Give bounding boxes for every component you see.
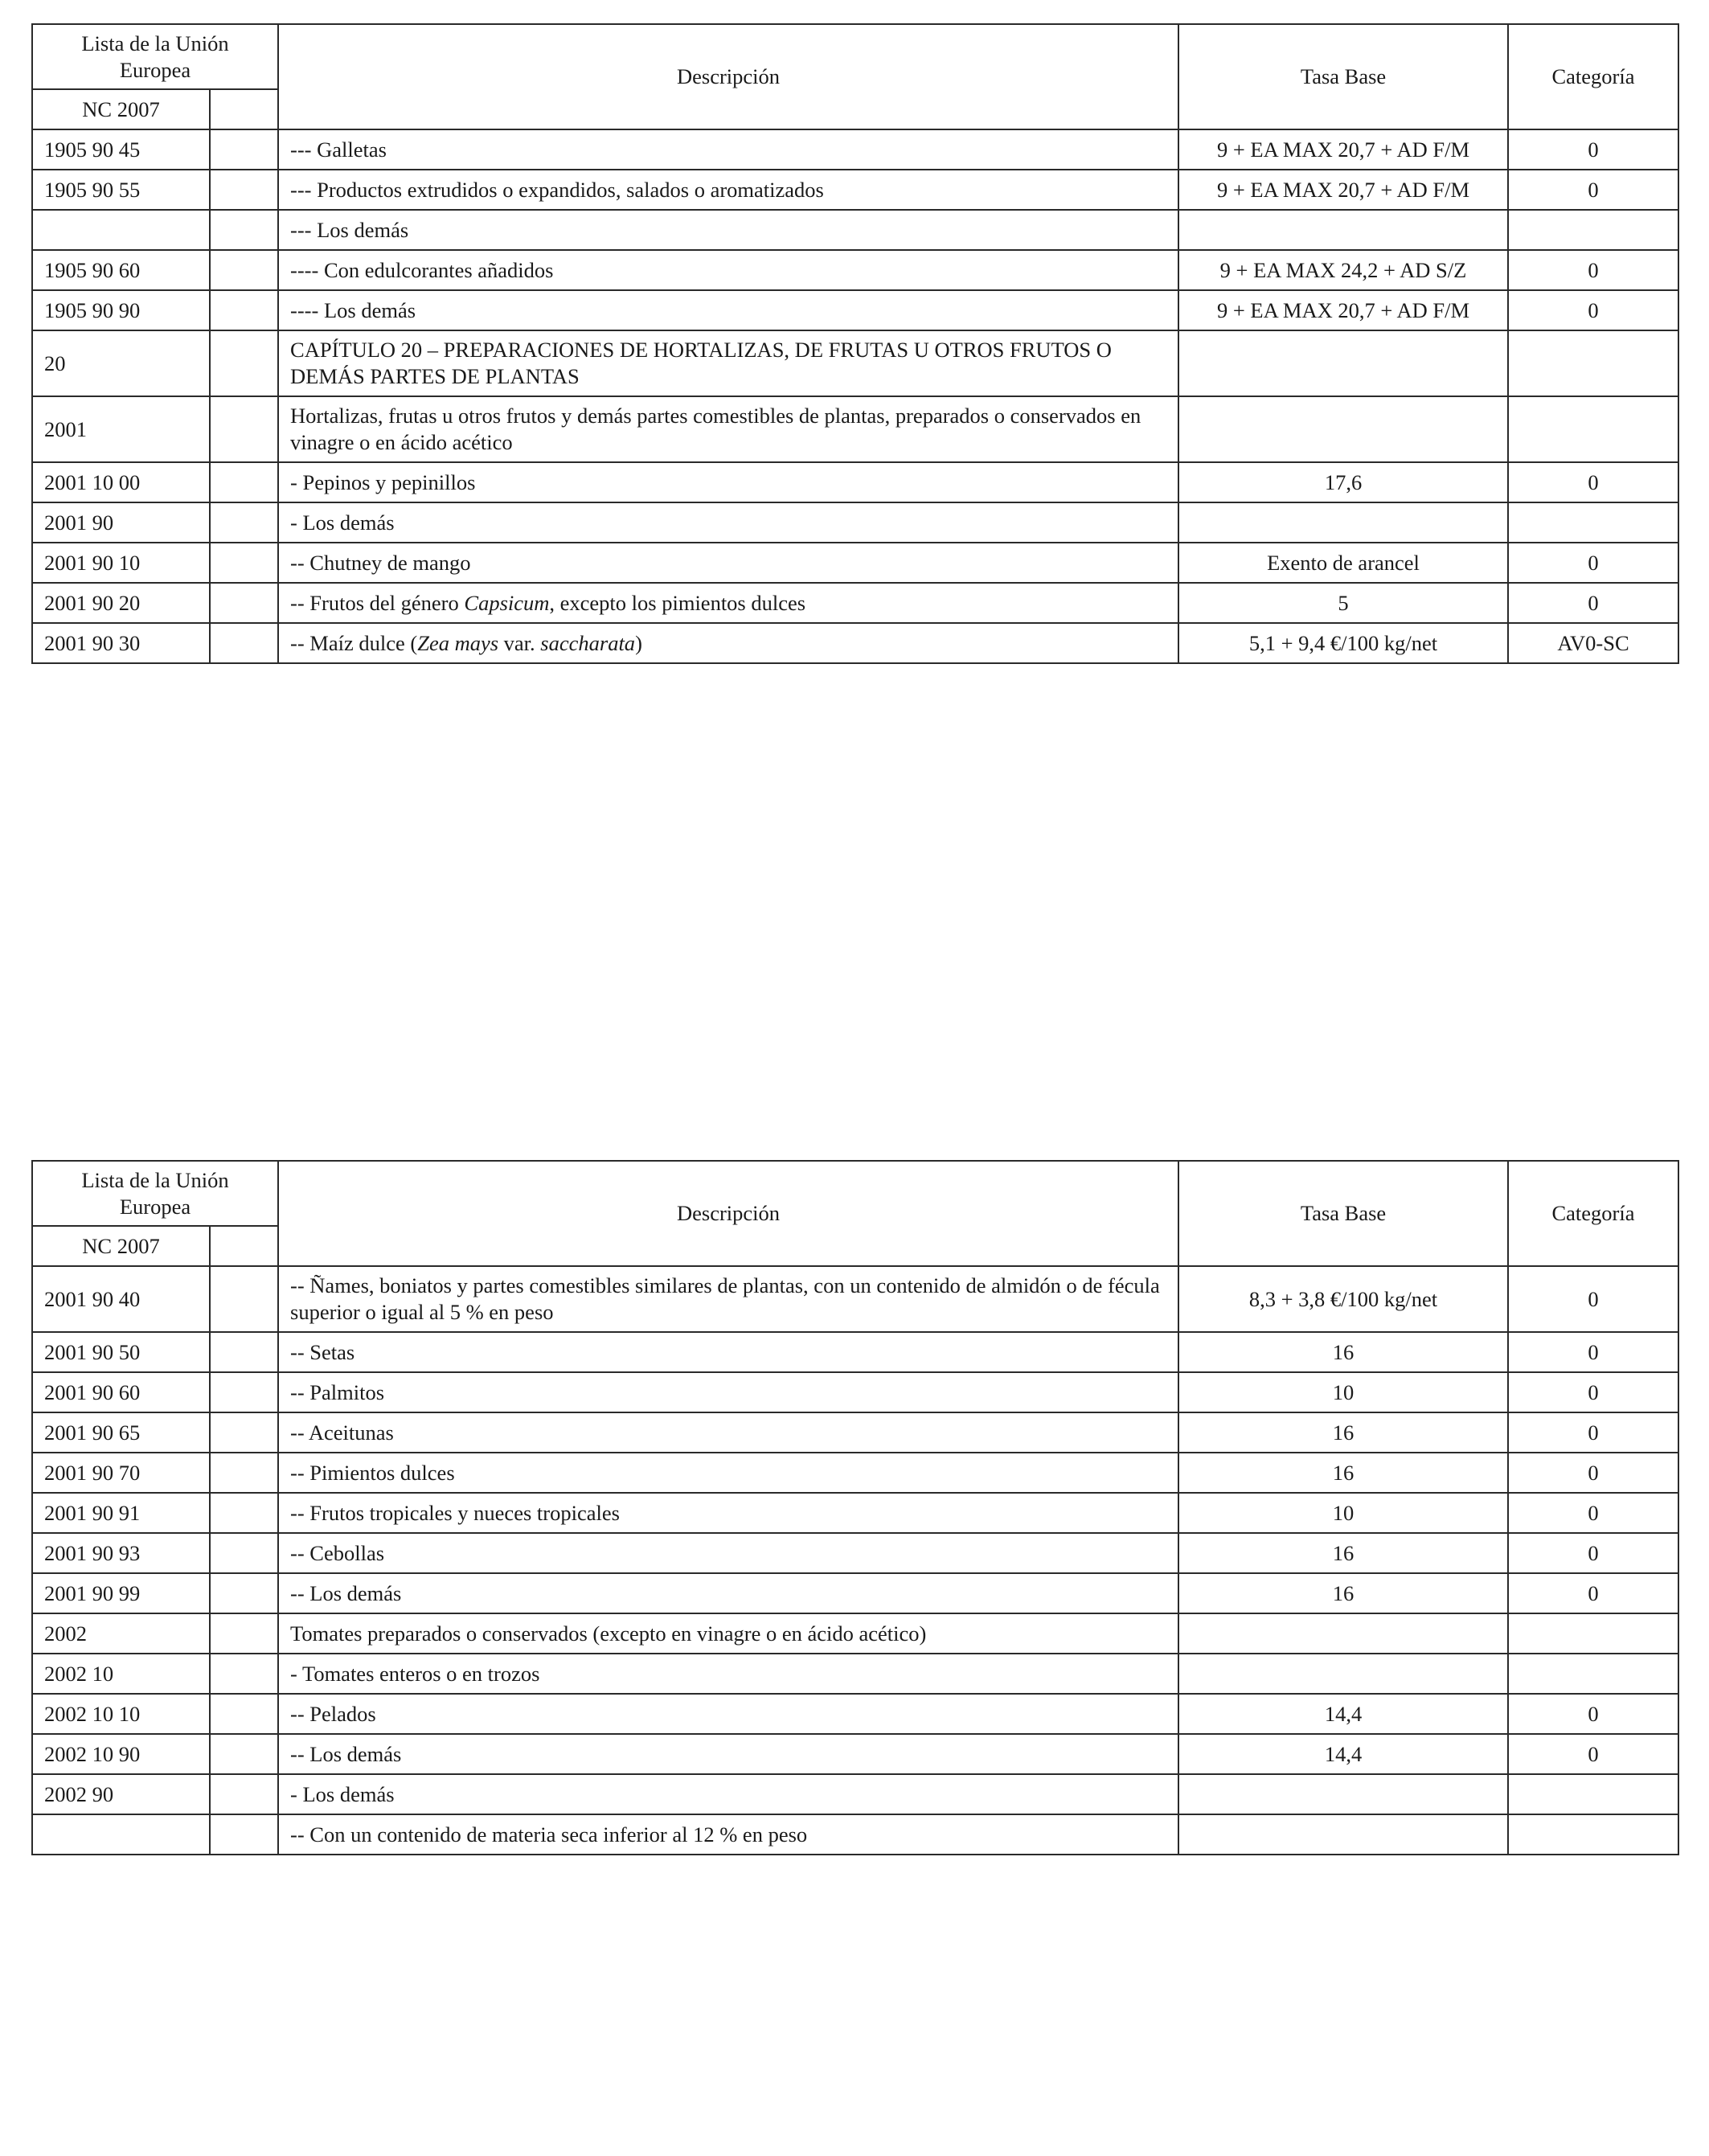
header-description: Descripción xyxy=(278,1161,1178,1266)
row-code: 2001 90 10 xyxy=(32,543,210,583)
row-category: 0 xyxy=(1508,543,1678,583)
row-sub xyxy=(210,502,278,543)
header-base-rate: Tasa Base xyxy=(1178,1161,1508,1266)
desc-italic-genus: Capsicum xyxy=(464,590,550,615)
row-sub xyxy=(210,210,278,250)
row-description xyxy=(278,623,1178,663)
table-row xyxy=(32,502,1678,543)
row-base-rate xyxy=(1178,1814,1508,1855)
row-sub xyxy=(210,1412,278,1453)
row-sub xyxy=(210,1613,278,1654)
row-category xyxy=(1508,502,1678,543)
desc-part: -- Maíz dulce ( xyxy=(290,630,418,655)
row-description: - Pepinos y pepinillos xyxy=(278,462,1178,502)
row-category: 0 xyxy=(1508,170,1678,210)
row-description: -- Ñames, boniatos y partes comestibles similares de plantas, con un contenido de almidón o de fécula superior o igual al 5 % en peso xyxy=(278,1266,1178,1332)
row-description: Hortalizas, frutas u otros frutos y demás partes comestibles de plantas, preparados o conservados en vinagre o en ácido acético xyxy=(278,396,1178,462)
row-category: 0 xyxy=(1508,1533,1678,1573)
row-sub xyxy=(210,543,278,583)
row-category: 0 xyxy=(1508,1332,1678,1372)
row-base-rate xyxy=(1178,502,1508,543)
row-sub xyxy=(210,290,278,330)
row-code: 1905 90 45 xyxy=(32,129,210,170)
row-base-rate xyxy=(1178,210,1508,250)
row-base-rate: 5 xyxy=(1178,583,1508,623)
table-row xyxy=(32,1814,1678,1855)
row-base-rate: 9 + EA MAX 24,2 + AD S/Z xyxy=(1178,250,1508,290)
table-row xyxy=(32,623,1678,663)
table-row xyxy=(32,290,1678,330)
row-code xyxy=(32,1814,210,1855)
desc-italic-variety: saccharata xyxy=(540,630,636,655)
row-base-rate xyxy=(1178,396,1508,462)
row-base-rate: 9 + EA MAX 20,7 + AD F/M xyxy=(1178,170,1508,210)
row-code: 2001 90 93 xyxy=(32,1533,210,1573)
row-description: -- Cebollas xyxy=(278,1533,1178,1573)
row-base-rate: 16 xyxy=(1178,1453,1508,1493)
row-description: -- Los demás xyxy=(278,1734,1178,1774)
table-row xyxy=(32,583,1678,623)
row-category: 0 xyxy=(1508,1453,1678,1493)
header-category: Categoría xyxy=(1508,24,1678,129)
row-category: 0 xyxy=(1508,583,1678,623)
row-sub xyxy=(210,129,278,170)
row-code: 2001 90 60 xyxy=(32,1372,210,1412)
table-row xyxy=(32,210,1678,250)
header-nc-2007: NC 2007 xyxy=(32,89,210,129)
row-sub xyxy=(210,1332,278,1372)
row-description: --- Productos extrudidos o expandidos, salados o aromatizados xyxy=(278,170,1178,210)
table-row xyxy=(32,1654,1678,1694)
tariff-table-2 xyxy=(31,1160,1679,1855)
row-sub xyxy=(210,1266,278,1332)
row-code: 2001 90 30 xyxy=(32,623,210,663)
row-code: 2002 10 90 xyxy=(32,1734,210,1774)
row-code: 2001 10 00 xyxy=(32,462,210,502)
header-category: Categoría xyxy=(1508,1161,1678,1266)
row-description: -- Palmitos xyxy=(278,1372,1178,1412)
row-base-rate: 16 xyxy=(1178,1412,1508,1453)
table-row xyxy=(32,1493,1678,1533)
row-sub xyxy=(210,1774,278,1814)
table-row xyxy=(32,129,1678,170)
row-code: 1905 90 55 xyxy=(32,170,210,210)
row-category xyxy=(1508,210,1678,250)
row-sub xyxy=(210,1453,278,1493)
row-category: 0 xyxy=(1508,129,1678,170)
row-category xyxy=(1508,1654,1678,1694)
row-description: -- Pimientos dulces xyxy=(278,1453,1178,1493)
header-empty-cell xyxy=(210,1226,278,1266)
table-row xyxy=(32,170,1678,210)
row-description: CAPÍTULO 20 – PREPARACIONES DE HORTALIZAS, DE FRUTAS U OTROS FRUTOS O DEMÁS PARTES DE PLANTAS xyxy=(278,330,1178,396)
row-category xyxy=(1508,1814,1678,1855)
row-base-rate: 10 xyxy=(1178,1493,1508,1533)
row-category: 0 xyxy=(1508,1493,1678,1533)
row-base-rate: 5,1 + 9,4 €/100 kg/net xyxy=(1178,623,1508,663)
header-base-rate: Tasa Base xyxy=(1178,24,1508,129)
row-code: 20 xyxy=(32,330,210,396)
table-row xyxy=(32,1734,1678,1774)
row-sub xyxy=(210,1694,278,1734)
table-row xyxy=(32,1573,1678,1613)
row-category: 0 xyxy=(1508,1694,1678,1734)
row-sub xyxy=(210,1654,278,1694)
row-description xyxy=(278,583,1178,623)
row-description: Tomates preparados o conservados (excepto en vinagre o en ácido acético) xyxy=(278,1613,1178,1654)
row-code: 2001 90 70 xyxy=(32,1453,210,1493)
header-description: Descripción xyxy=(278,24,1178,129)
row-description: ---- Con edulcorantes añadidos xyxy=(278,250,1178,290)
table-row xyxy=(32,250,1678,290)
header-empty-cell xyxy=(210,89,278,129)
row-description: -- Aceitunas xyxy=(278,1412,1178,1453)
row-description: --- Los demás xyxy=(278,210,1178,250)
table-row xyxy=(32,462,1678,502)
row-base-rate xyxy=(1178,1654,1508,1694)
row-code: 1905 90 60 xyxy=(32,250,210,290)
row-description: - Los demás xyxy=(278,502,1178,543)
row-category: 0 xyxy=(1508,1734,1678,1774)
row-base-rate xyxy=(1178,1774,1508,1814)
row-category: 0 xyxy=(1508,290,1678,330)
row-code: 2002 xyxy=(32,1613,210,1654)
row-sub xyxy=(210,1372,278,1412)
desc-part: ) xyxy=(635,630,642,655)
desc-italic-species: Zea mays xyxy=(417,630,499,655)
row-category xyxy=(1508,1613,1678,1654)
desc-part: -- Frutos del género xyxy=(290,590,465,615)
row-base-rate: 9 + EA MAX 20,7 + AD F/M xyxy=(1178,129,1508,170)
row-category: 0 xyxy=(1508,462,1678,502)
row-base-rate: 14,4 xyxy=(1178,1734,1508,1774)
row-code: 2001 90 91 xyxy=(32,1493,210,1533)
row-base-rate: 14,4 xyxy=(1178,1694,1508,1734)
desc-part: var. xyxy=(498,630,541,655)
row-sub xyxy=(210,1734,278,1774)
row-base-rate: 10 xyxy=(1178,1372,1508,1412)
row-sub xyxy=(210,250,278,290)
row-description: - Los demás xyxy=(278,1774,1178,1814)
row-base-rate: 16 xyxy=(1178,1332,1508,1372)
table-row xyxy=(32,1266,1678,1332)
table-row xyxy=(32,1694,1678,1734)
row-code: 2001 90 65 xyxy=(32,1412,210,1453)
row-base-rate: 16 xyxy=(1178,1573,1508,1613)
row-code: 2002 90 xyxy=(32,1774,210,1814)
row-code: 1905 90 90 xyxy=(32,290,210,330)
row-description: -- Setas xyxy=(278,1332,1178,1372)
row-code: 2001 90 xyxy=(32,502,210,543)
table-row xyxy=(32,1372,1678,1412)
row-code: 2001 xyxy=(32,396,210,462)
row-base-rate: 8,3 + 3,8 €/100 kg/net xyxy=(1178,1266,1508,1332)
table-row xyxy=(32,330,1678,396)
row-description: -- Frutos tropicales y nueces tropicales xyxy=(278,1493,1178,1533)
row-base-rate xyxy=(1178,330,1508,396)
row-description: ---- Los demás xyxy=(278,290,1178,330)
tariff-table-1 xyxy=(31,23,1679,664)
row-category xyxy=(1508,396,1678,462)
row-code: 2002 10 10 xyxy=(32,1694,210,1734)
row-category xyxy=(1508,1774,1678,1814)
table-row xyxy=(32,1613,1678,1654)
row-code: 2002 10 xyxy=(32,1654,210,1694)
row-sub xyxy=(210,170,278,210)
row-description: --- Galletas xyxy=(278,129,1178,170)
row-base-rate: 16 xyxy=(1178,1533,1508,1573)
table-row xyxy=(32,396,1678,462)
table-row xyxy=(32,1412,1678,1453)
table-row xyxy=(32,1332,1678,1372)
row-category: 0 xyxy=(1508,1266,1678,1332)
header-eu-list: Lista de la Unión Europea xyxy=(32,1161,278,1226)
row-description: -- Pelados xyxy=(278,1694,1178,1734)
table-row xyxy=(32,543,1678,583)
row-description: - Tomates enteros o en trozos xyxy=(278,1654,1178,1694)
row-category xyxy=(1508,330,1678,396)
row-base-rate: 9 + EA MAX 20,7 + AD F/M xyxy=(1178,290,1508,330)
table-row xyxy=(32,1774,1678,1814)
row-code: 2001 90 20 xyxy=(32,583,210,623)
table-row xyxy=(32,1533,1678,1573)
row-category: 0 xyxy=(1508,1372,1678,1412)
row-sub xyxy=(210,583,278,623)
row-code xyxy=(32,210,210,250)
row-sub xyxy=(210,1573,278,1613)
row-sub xyxy=(210,462,278,502)
row-base-rate: Exento de arancel xyxy=(1178,543,1508,583)
row-category: 0 xyxy=(1508,1412,1678,1453)
row-description: -- Los demás xyxy=(278,1573,1178,1613)
row-code: 2001 90 99 xyxy=(32,1573,210,1613)
row-category: AV0-SC xyxy=(1508,623,1678,663)
row-sub xyxy=(210,1814,278,1855)
row-base-rate xyxy=(1178,1613,1508,1654)
row-sub xyxy=(210,330,278,396)
row-sub xyxy=(210,396,278,462)
header-eu-list: Lista de la Unión Europea xyxy=(32,24,278,89)
row-sub xyxy=(210,1533,278,1573)
row-description: -- Chutney de mango xyxy=(278,543,1178,583)
table-row xyxy=(32,1453,1678,1493)
desc-part: , excepto los pimientos dulces xyxy=(549,590,806,615)
row-category: 0 xyxy=(1508,250,1678,290)
row-base-rate: 17,6 xyxy=(1178,462,1508,502)
row-sub xyxy=(210,623,278,663)
row-category: 0 xyxy=(1508,1573,1678,1613)
row-code: 2001 90 40 xyxy=(32,1266,210,1332)
row-code: 2001 90 50 xyxy=(32,1332,210,1372)
row-description: -- Con un contenido de materia seca inferior al 12 % en peso xyxy=(278,1814,1178,1855)
header-nc-2007: NC 2007 xyxy=(32,1226,210,1266)
row-sub xyxy=(210,1493,278,1533)
